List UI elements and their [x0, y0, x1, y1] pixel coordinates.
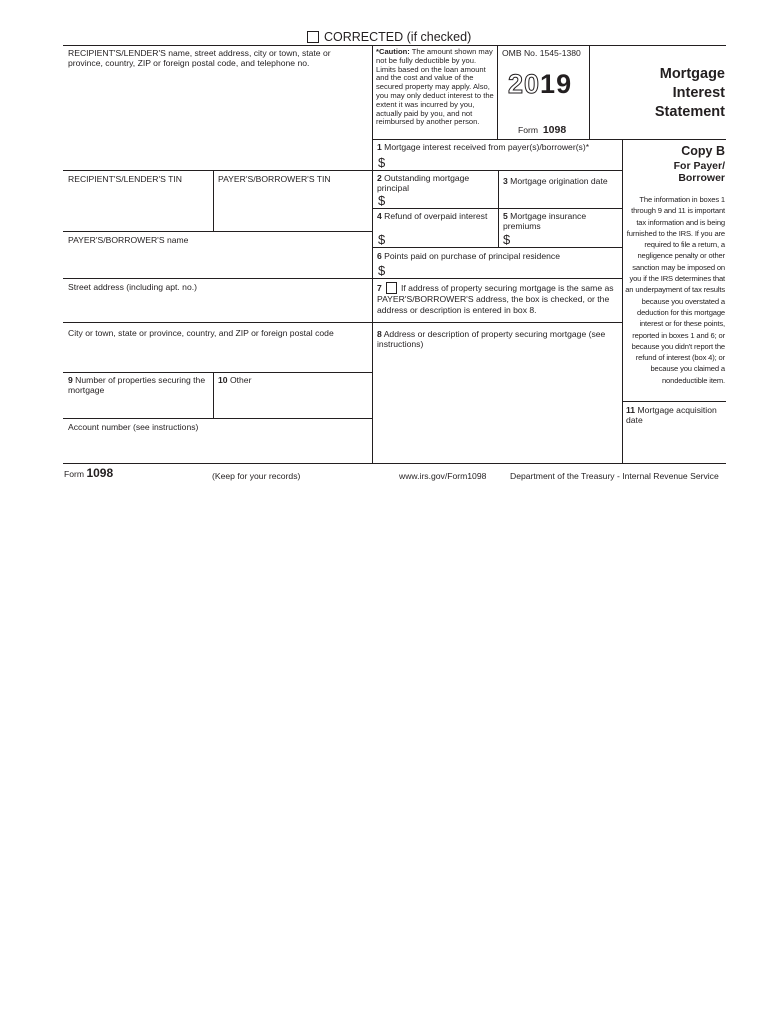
box11-label: [626, 405, 725, 425]
box8-label: [377, 329, 619, 349]
box9-number: 9: [68, 375, 73, 385]
city-field[interactable]: [64, 340, 371, 371]
box6-number: 6: [377, 251, 382, 261]
account-number-field[interactable]: [64, 434, 371, 462]
box1-amount-field[interactable]: [390, 154, 618, 169]
divider-omb-title: [589, 45, 590, 139]
box2-amount-field[interactable]: [390, 192, 496, 207]
box11-text: Mortgage acquisition date: [626, 405, 717, 425]
payer-name-label: PAYER'S/BORROWER'S name: [68, 235, 189, 245]
form-title: [600, 65, 725, 122]
divider-caution-omb: [497, 45, 498, 139]
form-title-line2: Interest: [672, 85, 725, 101]
box6-amount-field[interactable]: [390, 262, 618, 277]
box3-label: [503, 176, 621, 186]
line-under-box7: [372, 322, 622, 323]
box9-label: [68, 375, 212, 395]
recipient-tin-label: RECIPIENT'S/LENDER'S TIN: [68, 174, 182, 184]
box10-number: 10: [218, 375, 228, 385]
line-under-box6: [372, 278, 622, 279]
box7-number: 7: [377, 283, 382, 293]
box2-label: [377, 173, 495, 193]
form-title-line1: Mortgage: [659, 66, 725, 82]
recipient-name-field[interactable]: [64, 72, 371, 168]
box11-date-field[interactable]: [623, 428, 725, 462]
form-id: [518, 124, 566, 136]
box5-text: Mortgage insurance premiums: [503, 211, 587, 231]
box10-text: Other: [227, 375, 252, 385]
box1-currency: $: [378, 155, 386, 170]
line-under-box4: [372, 247, 622, 248]
omb-number: OMB No. 1545-1380: [502, 48, 581, 58]
payer-tin-field[interactable]: [214, 186, 371, 230]
form-bottom-border: [63, 463, 726, 464]
payer-name-field[interactable]: [64, 247, 371, 277]
form-id-label: Form: [518, 125, 539, 135]
copy-subtitle: [625, 160, 725, 184]
copy-subtitle-line2: Borrower: [678, 172, 725, 184]
footer-form-label: Form: [64, 469, 85, 479]
box1-text: Mortgage interest received from payer(s)/borrower(s)*: [381, 142, 590, 152]
tax-year: [508, 70, 572, 98]
box9-text: Number of properties securing the mortgage: [68, 375, 206, 395]
line-above-box11: [622, 401, 726, 402]
form-top-border: [63, 45, 726, 46]
line-under-city: [63, 372, 372, 373]
line-under-payer-name: [63, 278, 372, 279]
box3-text: Mortgage origination date: [507, 176, 608, 186]
box10-field[interactable]: [214, 388, 371, 417]
recipient-name-label: RECIPIENT'S/LENDER'S name, street address, city or town, state or province, country, ZIP or foreign postal code, and telephone no.: [68, 48, 331, 68]
footer-keep-note: (Keep for your records): [212, 471, 301, 481]
line-under-caution: [372, 139, 726, 140]
corrected-header: [307, 30, 471, 44]
box1-label: [377, 142, 621, 152]
account-number-label: Account number (see instructions): [68, 422, 199, 432]
box8-number: 8: [377, 329, 382, 339]
tax-year-bold: 19: [540, 69, 573, 99]
box3-date-field[interactable]: [499, 188, 621, 207]
box6-text: Points paid on purchase of principal residence: [381, 251, 560, 261]
line-under-tins: [63, 231, 372, 232]
street-address-field[interactable]: [64, 294, 371, 321]
form-id-number: 1098: [542, 124, 567, 136]
box6-label: [377, 251, 621, 261]
box3-number: 3: [503, 176, 508, 186]
box4-number: 4: [377, 211, 382, 221]
line-under-street: [63, 322, 372, 323]
footer-form-id: [64, 466, 113, 481]
box10-label: [218, 375, 368, 385]
box7-text: If address of property securing mortgage is the same as PAYER'S/BORROWER'S address, the box is checked, or the address or description is entered in box 8.: [377, 283, 614, 315]
copy-info-text: The information in boxes 1 through 9 and 11 is important tax information and is being furnished to the IRS. If you are required to file a return, a negligence penalty or other sanction may be imposed on you if the IRS determines that an underpayment of tax results because you overstated a deduction for this mortgage interest or for these points, reported in boxes 1 and 6; or because you didn't report the refund of interest (box 4); or because you claimed a nondeductible item.: [625, 195, 725, 385]
corrected-label: CORRECTED (if checked): [324, 30, 472, 44]
line-under-recipient: [63, 170, 622, 171]
copy-title: Copy B: [681, 144, 725, 158]
box8-field[interactable]: [373, 352, 621, 462]
footer-form-number: 1098: [86, 466, 114, 480]
footer-url[interactable]: www.irs.gov/Form1098: [399, 471, 487, 481]
box4-text: Refund of overpaid interest: [381, 211, 488, 221]
box4-currency: $: [378, 232, 386, 247]
recipient-tin-field[interactable]: [64, 186, 212, 230]
payer-tin-label: PAYER'S/BORROWER'S TIN: [218, 174, 331, 184]
line-under-box2: [372, 208, 622, 209]
box5-label: [503, 211, 621, 231]
caution-body: The amount shown may not be fully deductible by you. Limits based on the loan amount and the cost and value of the secured property may apply. Also, you may only deduct interest to the extent it was incurred by you, actually paid by you, and not reimbursed by another person.: [376, 47, 494, 127]
box6-currency: $: [378, 263, 386, 278]
box5-number: 5: [503, 211, 508, 221]
box11-number: 11: [626, 405, 636, 415]
box1-number: 1: [377, 142, 382, 152]
box5-currency: $: [503, 232, 511, 247]
box2-currency: $: [378, 193, 386, 208]
tax-year-outline: 20: [508, 69, 541, 99]
city-label: City or town, state or province, country, and ZIP or foreign postal code: [68, 328, 334, 338]
caution-text: [376, 48, 496, 127]
box5-amount-field[interactable]: [515, 231, 620, 246]
box9-field[interactable]: [64, 398, 212, 417]
box4-label: [377, 211, 495, 221]
form-title-line3: Statement: [654, 104, 725, 120]
copy-subtitle-line1: For Payer/: [673, 160, 725, 172]
street-address-label: Street address (including apt. no.): [68, 282, 197, 292]
caution-title: *Caution:: [376, 47, 410, 56]
footer-department: Department of the Treasury - Internal Revenue Service: [510, 471, 719, 481]
line-under-box9: [63, 418, 372, 419]
box2-number: 2: [377, 173, 382, 183]
box4-amount-field[interactable]: [390, 231, 496, 246]
corrected-checkbox[interactable]: [307, 31, 319, 43]
box2-text: Outstanding mortgage principal: [377, 173, 470, 193]
box8-text: Address or description of property securing mortgage (see instructions): [377, 329, 606, 349]
